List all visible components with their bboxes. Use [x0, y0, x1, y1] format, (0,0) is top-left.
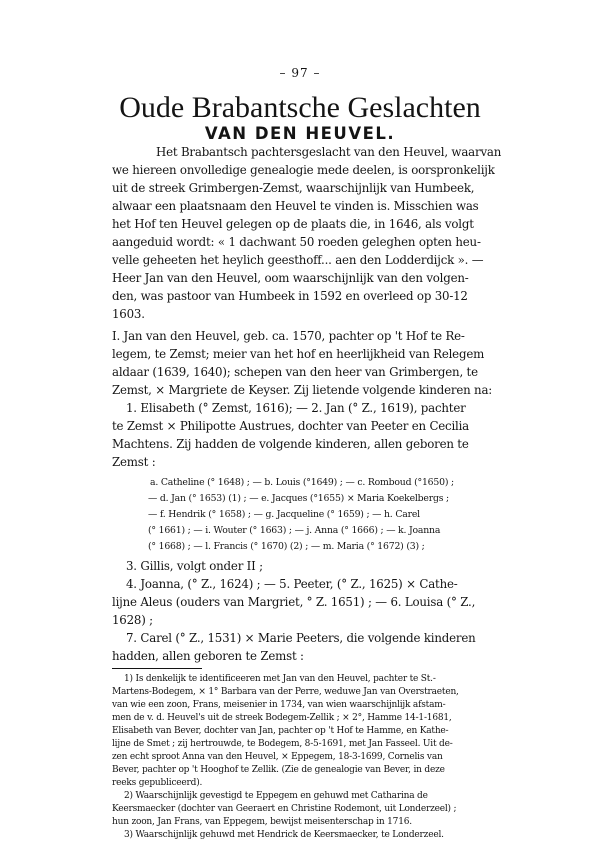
intro-line: we hiereen onvolledige genealogie mede deelen, is oorspronkelijk	[112, 163, 495, 177]
intro-line: alwaar een plaatsnaam den Heuvel te vinden is. Misschien was	[112, 199, 479, 213]
intro-line: 1603.	[112, 307, 145, 321]
section1-line: Zemst, × Margriete de Keyser. Zij lietende volgende kinderen na:	[112, 383, 493, 397]
intro-line: het Hof ten Heuvel gelegen op de plaats die, in 1646, als volgt	[112, 217, 474, 231]
footnote-line-overflow: 3) Waarschijnlijk gehuwd met Hendrick de Keersmaecker, te Londerzeel.	[124, 830, 444, 840]
children-list-line: — d. Jan (° 1653) (1) ; — e. Jacques (°1655) × Maria Koekelbergs ;	[148, 493, 449, 504]
footnote-line: Martens-Bodegem, × 1° Barbara van der Perre, weduwe Jan van Overstraeten,	[112, 687, 459, 697]
intro-line: uit de streek Grimbergen-Zemst, waarschijnlijk van Humbeek,	[112, 181, 475, 195]
intro-line: Het Brabantsch pachtersgeslacht van den Heuvel, waarvan	[156, 145, 502, 159]
page-number: – 97 –	[279, 66, 321, 80]
footnote-line: reeks gepubliceerd).	[112, 778, 203, 788]
section2-line: 1628) ;	[112, 613, 153, 627]
section1-line: legem, te Zemst; meier van het hof en heerlijkheid van Relegem	[112, 347, 485, 361]
section1-line: Machtens. Zij hadden de volgende kinderen, allen geboren te	[112, 437, 469, 451]
footnote-line: Elisabeth van Bever, dochter van Jan, pachter op 't Hof te Hamme, en Kathe-	[112, 726, 449, 736]
footnote-line: men de v. d. Heuvel's uit de streek Bodegem-Zellik ; × 2°, Hamme 14-1-1681,	[112, 713, 452, 723]
section1-line: aldaar (1639, 1640); schepen van den heer van Grimbergen, te	[112, 365, 478, 379]
article-title: Oude Brabantsche Geslachten	[119, 91, 481, 124]
section1-line: 1. Elisabeth (° Zemst, 1616); — 2. Jan (° Z., 1619), pachter	[126, 401, 466, 415]
intro-line: velle geheeten het heylich geesthoff... aen den Lodderdijck ». —	[112, 253, 484, 267]
section2-line: hadden, allen geboren te Zemst :	[112, 649, 304, 663]
footnote-divider	[112, 668, 202, 669]
footnote-line: Keersmaecker (dochter van Geeraert en Christine Rodemont, uit Londerzeel) ;	[112, 804, 457, 814]
footnote-line: Bever, pachter op 't Hooghof te Zellik. (Zie de genealogie van Bever, in deze	[112, 765, 445, 775]
footnote-line: 2) Waarschijnlijk gevestigd te Eppegem en gehuwd met Catharina de	[124, 791, 428, 801]
children-list-line: (° 1668) ; — l. Francis (° 1670) (2) ; — m. Maria (° 1672) (3) ;	[148, 541, 425, 552]
section2-line: 3. Gillis, volgt onder II ;	[126, 559, 263, 573]
intro-line: aangeduid wordt: « 1 dachwant 50 roeden geleghen opten heu-	[112, 235, 481, 249]
intro-line: den, was pastoor van Humbeek in 1592 en overleed op 30-12	[112, 289, 468, 303]
section2-line: 7. Carel (° Z., 1531) × Marie Peeters, die volgende kinderen	[126, 631, 476, 645]
section1-line: I. Jan van den Heuvel, geb. ca. 1570, pachter op 't Hof te Re-	[112, 329, 465, 343]
children-list-line: a. Catheline (° 1648) ; — b. Louis (°1649) ; — c. Romboud (°1650) ;	[150, 477, 454, 488]
section1-line: Zemst :	[112, 455, 156, 469]
article-subtitle: VAN DEN HEUVEL.	[204, 124, 396, 143]
intro-line: Heer Jan van den Heuvel, oom waarschijnlijk van den volgen-	[112, 271, 469, 285]
section2-line: 4. Joanna, (° Z., 1624) ; — 5. Peeter, (° Z., 1625) × Cathe-	[126, 577, 458, 591]
section1-line: te Zemst × Philipotte Austrues, dochter van Peeter en Cecilia	[112, 419, 470, 433]
footnote-line: hun zoon, Jan Frans, van Eppegem, bewijst meisenterschap in 1716.	[112, 817, 412, 827]
children-list-line: — f. Hendrik (° 1658) ; — g. Jacqueline (° 1659) ; — h. Carel	[148, 509, 420, 520]
footnote-line: lijne de Smet ; zij hertrouwde, te Bodegem, 8-5-1691, met Jan Fasseel. Uit de-	[112, 739, 453, 749]
footnote-line: zen echt sproot Anna van den Heuvel, × Eppegem, 18-3-1699, Cornelis van	[112, 752, 443, 762]
footnote-line: 1) Is denkelijk te identificeeren met Jan van den Heuvel, pachter te St.-	[124, 674, 436, 684]
footnote-line: van wie een zoon, Frans, meisenier in 1734, van wien waarschijnlijk afstam-	[112, 700, 446, 710]
children-list-line: (° 1661) ; — i. Wouter (° 1663) ; — j. Anna (° 1666) ; — k. Joanna	[148, 525, 441, 536]
section2-line: lijne Aleus (ouders van Margriet, ° Z. 1651) ; — 6. Louisa (° Z.,	[112, 595, 476, 609]
